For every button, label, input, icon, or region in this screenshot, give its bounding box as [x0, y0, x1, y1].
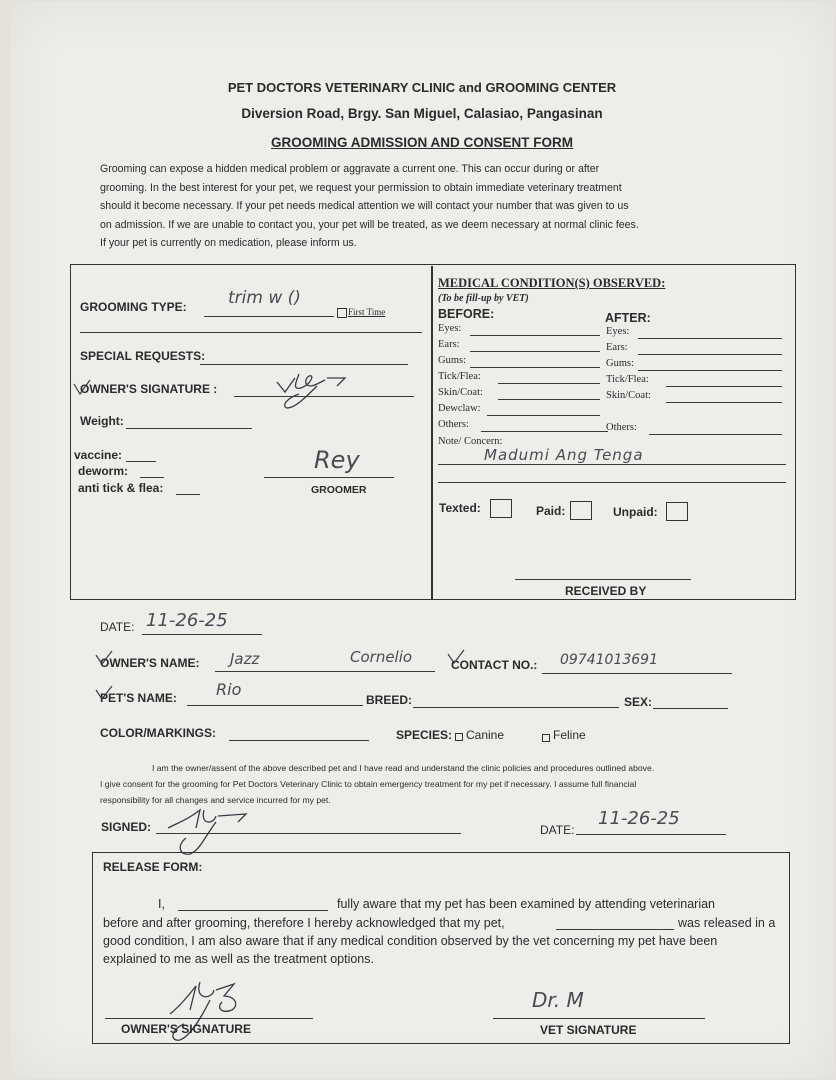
release-line2-suffix: was released in a	[678, 916, 776, 930]
groomer-signature: Rey	[314, 446, 360, 474]
medical-subtitle: (To be fill-up by VET)	[438, 293, 529, 304]
unpaid-checkbox[interactable]	[666, 502, 688, 521]
groomer-line[interactable]	[264, 477, 394, 478]
deworm-line[interactable]	[140, 477, 164, 478]
after-item-label: Skin/Coat:	[606, 390, 651, 401]
after-item-label: Gums:	[606, 358, 635, 369]
contact-line[interactable]	[542, 673, 732, 674]
vet-signature-label: VET SIGNATURE	[540, 1023, 637, 1037]
paid-checkbox[interactable]	[570, 501, 592, 520]
checkmark-icon	[94, 684, 114, 702]
owner-release-signature-label: OWNER'S SIGNATURE	[121, 1022, 251, 1036]
clinic-name: PET DOCTORS VETERINARY CLINIC and GROOMING CENTER	[227, 80, 617, 95]
feline-label: Feline	[553, 728, 586, 742]
sex-line[interactable]	[653, 708, 728, 709]
after-item-label: Eyes:	[606, 326, 630, 337]
grooming-type-line	[204, 316, 334, 317]
first-time-checkbox[interactable]	[337, 308, 347, 318]
before-item-label: Tick/Flea:	[438, 371, 481, 382]
before-item-label: Eyes:	[438, 323, 462, 334]
signed-label: SIGNED:	[101, 820, 152, 834]
consent-line: I am the owner/assent of the above described pet and I have read and understand the clinic policies and procedures outlined above.	[152, 763, 655, 773]
after-label: AFTER:	[605, 311, 651, 325]
weight-label: Weight:	[80, 414, 124, 428]
consent-line: responsibility for all changes and service incurred for my pet.	[100, 795, 331, 805]
grooming-type-label: GROOMING TYPE:	[80, 300, 187, 314]
date-label: DATE:	[100, 620, 135, 634]
signed-signature-scribble	[160, 798, 280, 858]
paid-label: Paid:	[536, 504, 566, 518]
signed-date-line[interactable]	[576, 834, 726, 835]
owner-name-label: OWNER'S NAME:	[100, 656, 200, 670]
pet-name-line[interactable]	[187, 705, 363, 706]
contact-label: CONTACT NO.:	[451, 658, 538, 672]
received-by-line[interactable]	[515, 579, 691, 580]
grooming-type-value[interactable]: trim w ()	[228, 288, 301, 308]
intro-line: If your pet is currently on medication, please inform us.	[100, 237, 357, 250]
grooming-type-line-2	[80, 332, 422, 333]
owner-signature-label: OWNER'S SIGNATURE :	[80, 382, 218, 396]
checkmark-icon	[94, 649, 114, 667]
vaccine-line[interactable]	[126, 461, 156, 462]
special-requests-label: SPECIAL REQUESTS:	[80, 349, 206, 363]
consent-form-paper	[10, 2, 834, 1078]
owner-last-name: Cornelio	[350, 648, 413, 666]
after-item-line[interactable]	[666, 386, 782, 387]
before-item-line[interactable]	[481, 431, 608, 432]
weight-line[interactable]	[126, 428, 252, 429]
texted-checkbox[interactable]	[490, 499, 512, 518]
canine-checkbox[interactable]	[455, 733, 463, 741]
before-item-line[interactable]	[470, 367, 600, 368]
before-item-label: Skin/Coat:	[438, 387, 483, 398]
after-item-label: Others:	[606, 422, 637, 433]
signed-date-label: DATE:	[540, 823, 575, 837]
contact-value: 09741013691	[560, 652, 658, 668]
form-title: GROOMING ADMISSION AND CONSENT FORM	[271, 135, 573, 150]
anti-tick-line[interactable]	[176, 494, 200, 495]
species-label: SPECIES:	[396, 728, 453, 742]
first-time-label: First Time	[348, 307, 386, 317]
sex-label: SEX:	[624, 695, 653, 709]
pet-name-value: Rio	[216, 680, 242, 699]
owner-name-line[interactable]	[215, 671, 435, 672]
before-item-label: Ears:	[438, 339, 460, 350]
after-item-label: Tick/Flea:	[606, 374, 649, 385]
canine-label: Canine	[466, 728, 505, 742]
before-item-line[interactable]	[487, 415, 600, 416]
date-line[interactable]	[142, 634, 262, 635]
color-label: COLOR/MARKINGS:	[100, 726, 216, 740]
release-line4: explained to me as well as the treatment options.	[103, 952, 374, 966]
before-item-label: Gums:	[438, 355, 467, 366]
release-line1: fully aware that my pet has been examined by attending veterinarian	[337, 897, 716, 911]
intro-line: Grooming can expose a hidden medical problem or aggravate a current one. This can occur during or after	[100, 163, 600, 175]
intro-line: grooming. In the best interest for your pet, we request your permission to obtain immediate veterinary treatment	[100, 181, 622, 194]
after-item-line[interactable]	[666, 402, 782, 403]
after-item-line[interactable]	[638, 354, 782, 355]
owner-signature-scribble	[265, 364, 355, 416]
release-line2: before and after grooming, therefore I hereby acknowledged that my pet,	[103, 916, 505, 930]
intro-paragraph	[100, 160, 740, 253]
unpaid-label: Unpaid:	[613, 505, 658, 519]
feline-checkbox[interactable]	[542, 734, 550, 742]
before-item-label: Others:	[438, 419, 469, 430]
date-value: 11-26-25	[146, 610, 228, 631]
note-line-1[interactable]	[438, 464, 786, 465]
before-item-line[interactable]	[498, 399, 600, 400]
owner-release-signature-scribble	[160, 970, 270, 1050]
before-item-line[interactable]	[470, 351, 600, 352]
pet-name-label: PET'S NAME:	[100, 691, 177, 705]
checkmark-icon	[446, 648, 466, 666]
release-pet-line[interactable]	[556, 929, 674, 930]
vet-signature-line[interactable]	[493, 1018, 705, 1019]
consent-line: I give consent for the grooming for Pet Doctors Veterinary Clinic to obtain emergency treatment for my pet if necessary. I assume full financial	[100, 779, 637, 789]
note-value: Madumi Ang Tenga	[484, 446, 644, 464]
before-item-label: Dewclaw:	[438, 403, 481, 414]
release-name-line[interactable]	[178, 910, 328, 911]
vet-signature-value: Dr. M	[532, 988, 584, 1012]
intro-line: on admission. If we are unable to contact you, your pet will be treated, as we deem necessary at normal clinic fees.	[100, 218, 639, 231]
release-line3: good condition, I am also aware that if any medical condition observed by the vet concerning my pet have been	[103, 934, 718, 948]
color-line[interactable]	[229, 740, 369, 741]
checkmark-icon	[72, 378, 92, 398]
vaccine-label: vaccine:	[74, 448, 123, 462]
before-label: BEFORE:	[438, 307, 495, 321]
signed-date-value: 11-26-25	[598, 808, 680, 829]
anti-tick-label: anti tick & flea:	[78, 481, 164, 495]
intro-line: should it become necessary. If your pet needs medical attention we will contact your number that was given to us	[100, 200, 629, 213]
note-label: Note/ Concern:	[438, 436, 503, 447]
owner-first-name: Jazz	[230, 650, 260, 668]
release-title: RELEASE FORM:	[103, 860, 203, 874]
after-item-label: Ears:	[606, 342, 628, 353]
main-table	[70, 264, 796, 600]
note-line-2[interactable]	[438, 482, 786, 483]
medical-title: MEDICAL CONDITION(S) OBSERVED:	[438, 276, 666, 290]
received-by-label: RECEIVED BY	[565, 584, 647, 598]
breed-label: BREED:	[366, 693, 413, 707]
table-divider	[431, 266, 433, 600]
after-item-line[interactable]	[638, 370, 782, 371]
after-item-line[interactable]	[649, 434, 782, 435]
release-i-label: I,	[158, 897, 165, 911]
texted-label: Texted:	[439, 501, 481, 515]
breed-line[interactable]	[413, 707, 619, 708]
deworm-label: deworm:	[78, 464, 129, 478]
groomer-label: GROOMER	[311, 484, 367, 496]
before-item-line[interactable]	[498, 383, 600, 384]
after-item-line[interactable]	[638, 338, 782, 339]
clinic-address: Diversion Road, Brgy. San Miguel, Calasiao, Pangasinan	[241, 106, 603, 121]
before-item-line[interactable]	[470, 335, 600, 336]
